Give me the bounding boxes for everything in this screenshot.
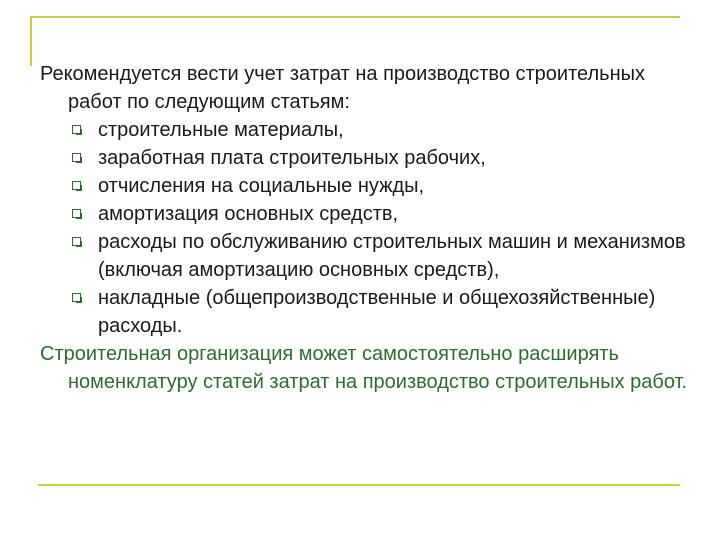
- hollow-square-bullet-icon: [72, 181, 81, 190]
- list-item: [40, 172, 690, 200]
- hollow-square-bullet-icon: [72, 209, 81, 218]
- list-item-text: амортизация основных средств,: [98, 203, 399, 225]
- list-item-text: заработная плата строительных рабочих,: [98, 147, 486, 169]
- hollow-square-bullet-icon: [72, 125, 81, 134]
- list-item: [40, 200, 690, 228]
- list-item: [40, 144, 690, 172]
- hollow-square-bullet-icon: [72, 237, 81, 246]
- conclusion-paragraph: Строительная организация может самостоятельно расширять номенклатуру статей затрат на производство строительных работ.: [40, 343, 688, 393]
- hollow-square-bullet-icon: [72, 293, 81, 302]
- intro-paragraph: Рекомендуется вести учет затрат на производство строительных работ по следующим статьям:: [40, 63, 645, 113]
- list-item: [40, 116, 690, 144]
- list-item-text: строительные материалы,: [98, 119, 344, 141]
- slide-content: [40, 60, 690, 396]
- list-item: [40, 284, 690, 340]
- list-item-text: накладные (общепроизводственные и общехозяйственные) расходы.: [98, 287, 656, 337]
- hollow-square-bullet-icon: [72, 153, 81, 162]
- cost-items-list: [40, 116, 690, 340]
- frame-left-line: [30, 16, 32, 66]
- list-item: [40, 228, 690, 284]
- frame-top-line: [30, 16, 680, 18]
- list-item-text: расходы по обслуживанию строительных машин и механизмов (включая амортизацию основных средств),: [98, 231, 686, 281]
- frame-bottom-line: [38, 484, 680, 486]
- list-item-text: отчисления на социальные нужды,: [98, 175, 425, 197]
